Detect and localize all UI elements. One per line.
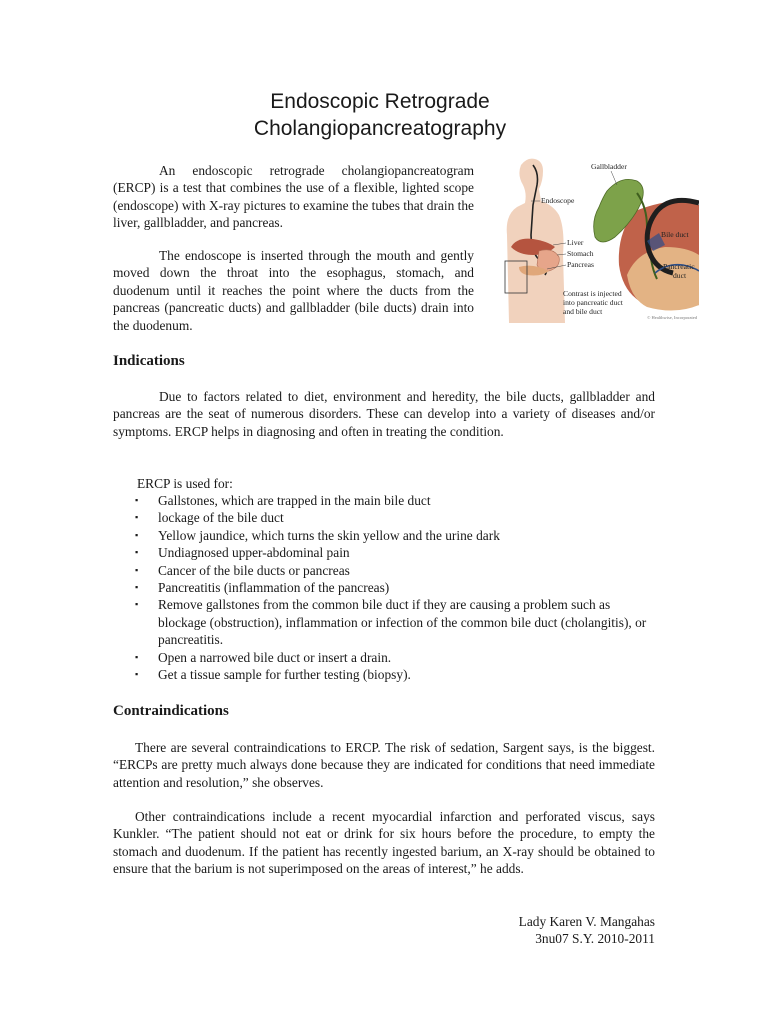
author-section: 3nu07 S.Y. 2010-2011 [535,931,655,947]
indications-heading: Indications [113,353,185,369]
list-item: ▪ Undiagnosed upper-abdominal pain [135,545,350,561]
label-gallbladder: Gallbladder [591,162,627,171]
list-item: ▪ Open a narrowed bile duct or insert a drain. [135,649,392,665]
indications-list [113,492,655,683]
label-bile-duct: Bile duct [661,230,689,239]
indications-paragraph: Due to factors related to diet, environment and heredity, the bile ducts, gallbladder and pancreas are the seat of numerous disorders. These can develop into a variety of diseases and/or symptoms. ERCP helps in diagnosing and often in treating the condition. [113,389,655,439]
author-name: Lady Karen V. Mangahas [518,914,655,929]
used-for-label: ERCP is used for: [137,476,233,491]
list-item: ▪ lockage of the bile duct [135,510,284,526]
label-endoscope: Endoscope [541,196,575,205]
label-pancreatic-duct-2: duct [673,271,687,280]
caption-line-1: Contrast is injected [563,289,622,298]
bullet-marker: ▪ [135,495,139,505]
label-pancreatic-duct-1: Pancreatic [663,262,695,271]
bullet-marker: ▪ [135,512,139,523]
list-item: ▪ Remove gallstones from the common bile duct if they are causing a problem such as blockage (obstruction), inflammation or infection of the common bile duct (cholangitis), or pancreatitis. [135,597,647,648]
title-line-1: Endoscopic Retrograde [270,90,490,113]
list-item: ▪ Yellow jaundice, which turns the skin yellow and the urine dark [135,527,500,543]
bullet-marker: ▪ [135,529,139,540]
list-item: ▪ Cancer of the bile ducts or pancreas [135,562,350,578]
label-liver: Liver [567,238,584,247]
caption-line-3: and bile duct [563,307,603,316]
contraindications-paragraph-1: There are several contraindications to ERCP. The risk of sedation, Sargent says, is the biggest. “ERCPs are pretty much always done because they are indicated for conditions that need immediate attention and resolution,” she observes. [113,740,655,790]
intro-paragraph-2: The endoscope is inserted through the mouth and gently moved down the throat into the esophagus, stomach, and duodenum until it reaches the point where the ducts from the pancreas (pancreatic ducts) and gallbladder (bile ducts) drain into the duodenum. [113,248,474,333]
bullet-marker: ▪ [135,651,139,662]
list-item: ▪ Pancreatitis (inflammation of the pancreas) [135,580,390,596]
label-stomach: Stomach [567,249,594,258]
contraindications-heading: Contraindications [113,703,229,719]
label-pancreas: Pancreas [567,260,594,269]
title-line-2: Cholangiopancreatography [253,117,507,140]
bullet-marker: ▪ [135,669,139,680]
bullet-marker: ▪ [135,547,139,558]
list-item: ▪ Get a tissue sample for further testing (biopsy). [135,667,411,683]
bullet-marker: ▪ [135,599,139,610]
list-item: ▪ Gallstones, which are trapped in the main bile duct [135,493,431,508]
bullet-marker: ▪ [135,564,139,575]
image-credit: © Healthwise, Incorporated [647,315,698,320]
bullet-marker: ▪ [135,582,139,593]
caption-line-2: into pancreatic duct [563,298,623,307]
signature-block [519,913,655,948]
document-title [150,88,610,142]
intro-paragraph-1: An endoscopic retrograde cholangiopancreatogram (ERCP) is a test that combines the use of a flexible, lighted scope (endoscope) with X-ray pictures to examine the tubes that drain the liver, gallbladder, and pancreas. [113,163,474,231]
contraindications-paragraph-2: Other contraindications include a recent myocardial infarction and perforated viscus, says Kunkler. “The patient should not eat or drink for six hours before the procedure, to empty the stomach and duodenum. If the patient has recently ingested barium, an X-ray should be obtained to ensure that the barium is not superimposed on the areas of interest,” he adds. [113,809,655,877]
ercp-illustration [487,155,699,323]
